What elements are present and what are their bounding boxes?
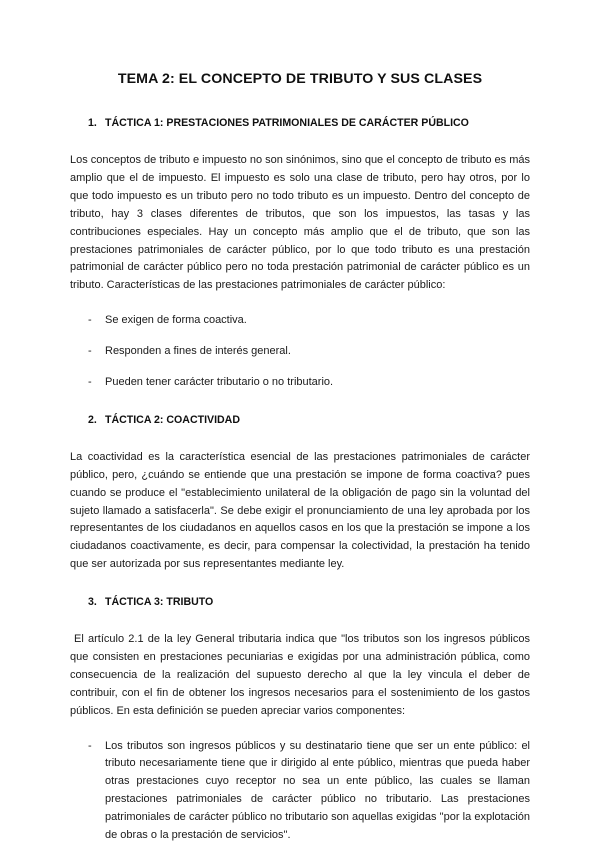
section-title-2: TÁCTICA 2: COACTIVIDAD	[105, 413, 240, 426]
list-item	[70, 312, 530, 330]
section-paragraph-3: El artículo 2.1 de la ley General tributaria indica que "los tributos son los ingresos públicos que consisten en prestaciones pecuniarias e exigidas por una administración pública, como consecuencia de la realización del supuesto derecho al que la ley vincula el deber de contribuir, con el fin de obtener los ingresos necesarios para el sostenimiento de los gastos públicos. En esta definición se pueden apreciar varios componentes:	[70, 632, 530, 717]
list-item-text: Los tributos son ingresos públicos y su destinatario tiene que ser un ente público: el tributo necesariamente tiene que ir dirigido al ente público, mientras que pueda haber otras prestaciones cuyo receptor no sea un ente público, las cuales se llaman prestaciones patrimoniales de carácter público no tributario. Las prestaciones patrimoniales de carácter público no tributario son aquellas exigidas "por la explotación de obras o la prestación de servicios".	[105, 739, 530, 842]
section-heading-1	[70, 116, 530, 131]
list-item-text: Responden a fines de interés general.	[105, 345, 291, 358]
list-item	[70, 738, 530, 845]
list-item-text: Pueden tener carácter tributario o no tributario.	[105, 376, 334, 389]
dash-bullet-icon: -	[88, 314, 92, 327]
section-title-1: TÁCTICA 1: PRESTACIONES PATRIMONIALES DE CARÁCTER PÚBLICO	[105, 117, 469, 130]
section-number-1: 1.	[88, 117, 97, 130]
dash-bullet-icon: -	[88, 376, 92, 389]
dash-bullet-icon: -	[88, 739, 92, 752]
document-body	[70, 60, 530, 845]
section-heading-3	[70, 595, 530, 610]
page-title: TEMA 2: EL CONCEPTO DE TRIBUTO Y SUS CLASES	[117, 71, 483, 87]
dash-bullet-icon: -	[88, 345, 92, 358]
list-item	[70, 343, 530, 361]
list-item-text: Se exigen de forma coactiva.	[105, 314, 247, 327]
section-number-2: 2.	[88, 413, 97, 426]
section-title-3: TÁCTICA 3: TRIBUTO	[105, 596, 214, 609]
section-paragraph-2: La coactividad es la característica esencial de las prestaciones patrimoniales de carácter público, pero, ¿cuándo se entiende que una prestación se impone de forma coactiva? pues cuando se produce el "establecimiento unilateral de la obligación de pago sin la voluntad del sujeto llamado a satisfacerla". Se debe exigir el pronunciamiento de una ley aprobada por los representantes de los ciudadanos en aquellos casos en los que la prestación se impone a los ciudadanos coactivamente, es decir, para compensar la colectividad, la prestación ha tenido que ser autorizada por sus representantes mediante ley.	[70, 450, 530, 571]
section-number-3: 3.	[88, 596, 97, 609]
section-paragraph-1: Los conceptos de tributo e impuesto no son sinónimos, sino que el concepto de tributo es más amplio que el de impuesto. El impuesto es solo una clase de tributo, pero hay otros, por lo que todo impuesto es un tributo pero no todo tributo es un impuesto. Dentro del concepto de tributo, hay 3 clases diferentes de tributos, que son los impuestos, las tasas y las contribuciones especiales. Hay un concepto más amplio que el de tributo, que son las prestaciones patrimoniales de carácter público, por lo que todo tributo es una prestación patrimonial de carácter público pero no toda prestación patrimonial de carácter público es un tributo. Características de las prestaciones patrimoniales de carácter público:	[70, 154, 530, 292]
list-item	[70, 374, 530, 392]
section-heading-2	[70, 413, 530, 428]
